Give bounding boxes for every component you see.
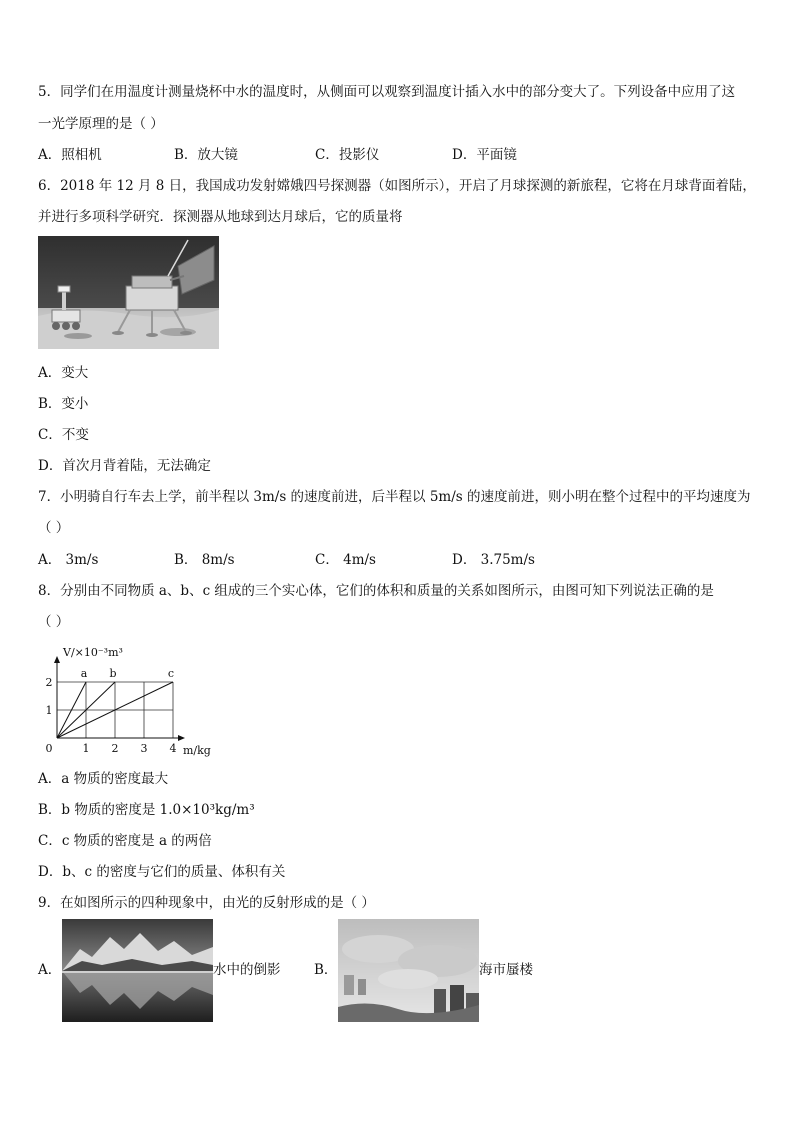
- volume-mass-chart: [40, 640, 230, 762]
- x-tick-label: 1: [82, 742, 90, 755]
- series-label-c: c: [167, 667, 175, 680]
- q8-option-d: D．b、c 的密度与它们的质量、体积有关: [38, 864, 286, 880]
- q7-option-c: C． 4m/s: [315, 552, 376, 568]
- q5-option-b: B．放大镜: [174, 147, 238, 163]
- q7-stem-line2: （ ）: [38, 520, 70, 536]
- q5-option-d: D．平面镜: [452, 147, 517, 163]
- q6-option-c: C．不变: [38, 427, 89, 443]
- q8-option-a: A．a 物质的密度最大: [38, 771, 169, 787]
- x-tick-label: 3: [140, 742, 148, 755]
- series-label-a: a: [80, 667, 88, 680]
- reflection-photo: [62, 919, 213, 1022]
- y-tick-label: 2: [45, 676, 53, 689]
- q8-option-b: B．b 物质的密度是 1.0×10³kg/m³: [38, 802, 255, 818]
- lake-reflection-illustration: [62, 919, 213, 1022]
- series-label-b: b: [109, 667, 117, 680]
- q9-option-a-label: A．: [38, 962, 62, 978]
- x-axis-arrow: [178, 735, 185, 741]
- y-axis-arrow: [54, 656, 60, 663]
- q5-option-a: A．照相机: [38, 147, 102, 163]
- y-axis-label: V/×10⁻³m³: [63, 646, 123, 659]
- q6-stem-line2: 并进行多项科学研究．探测器从地球到达月球后，它的质量将: [38, 209, 403, 225]
- y-tick-label: 1: [45, 704, 53, 717]
- q6-option-b: B．变小: [38, 396, 89, 412]
- mirage-illustration: [338, 919, 479, 1022]
- q5-stem-line1: 5．同学们在用温度计测量烧杯中水的温度时，从侧面可以观察到温度计插入水中的部分变大了。下列设备中应用了这: [38, 84, 736, 100]
- q9-option-b-caption: 海市蜃楼: [479, 962, 533, 978]
- q6-stem-line1: 6．2018 年 12 月 8 日，我国成功发射嫦娥四号探测器（如图所示），开启了月球探测的新旅程，它将在月球背面着陆，: [38, 178, 756, 194]
- q7-option-d: D． 3.75m/s: [452, 552, 535, 568]
- x-axis-label: m/kg: [183, 744, 211, 757]
- mirage-photo: [338, 919, 479, 1022]
- origin-label: 0: [45, 742, 53, 755]
- q9-stem: 9．在如图所示的四种现象中，由光的反射形成的是（ ）: [38, 895, 375, 911]
- q8-stem-line2: （ ）: [38, 614, 70, 630]
- q9-option-a-caption: 水中的倒影: [213, 962, 281, 978]
- q6-option-d: D．首次月背着陆，无法确定: [38, 458, 211, 474]
- q7-stem-line1: 7．小明骑自行车去上学，前半程以 3m/s 的速度前进，后半程以 5m/s 的速度前进，则小明在整个过程中的平均速度为: [38, 489, 751, 505]
- lunar-probe-photo: [38, 236, 219, 349]
- q7-option-b: B． 8m/s: [174, 552, 235, 568]
- x-tick-label: 2: [111, 742, 119, 755]
- q8-option-c: C．c 物质的密度是 a 的两倍: [38, 833, 212, 849]
- q6-option-a: A．变大: [38, 365, 89, 381]
- q9-option-b-label: B．: [314, 962, 338, 978]
- x-tick-label: 4: [169, 742, 177, 755]
- q8-stem-line1: 8．分别由不同物质 a、b、c 组成的三个实心体，它们的体积和质量的关系如图所示，由图可知下列说法正确的是: [38, 583, 714, 599]
- q5-stem-line2: 一光学原理的是（ ）: [38, 116, 164, 132]
- lunar-probe-illustration: [38, 236, 219, 349]
- q7-option-a: A． 3m/s: [38, 552, 99, 568]
- q5-option-c: C．投影仪: [315, 147, 380, 163]
